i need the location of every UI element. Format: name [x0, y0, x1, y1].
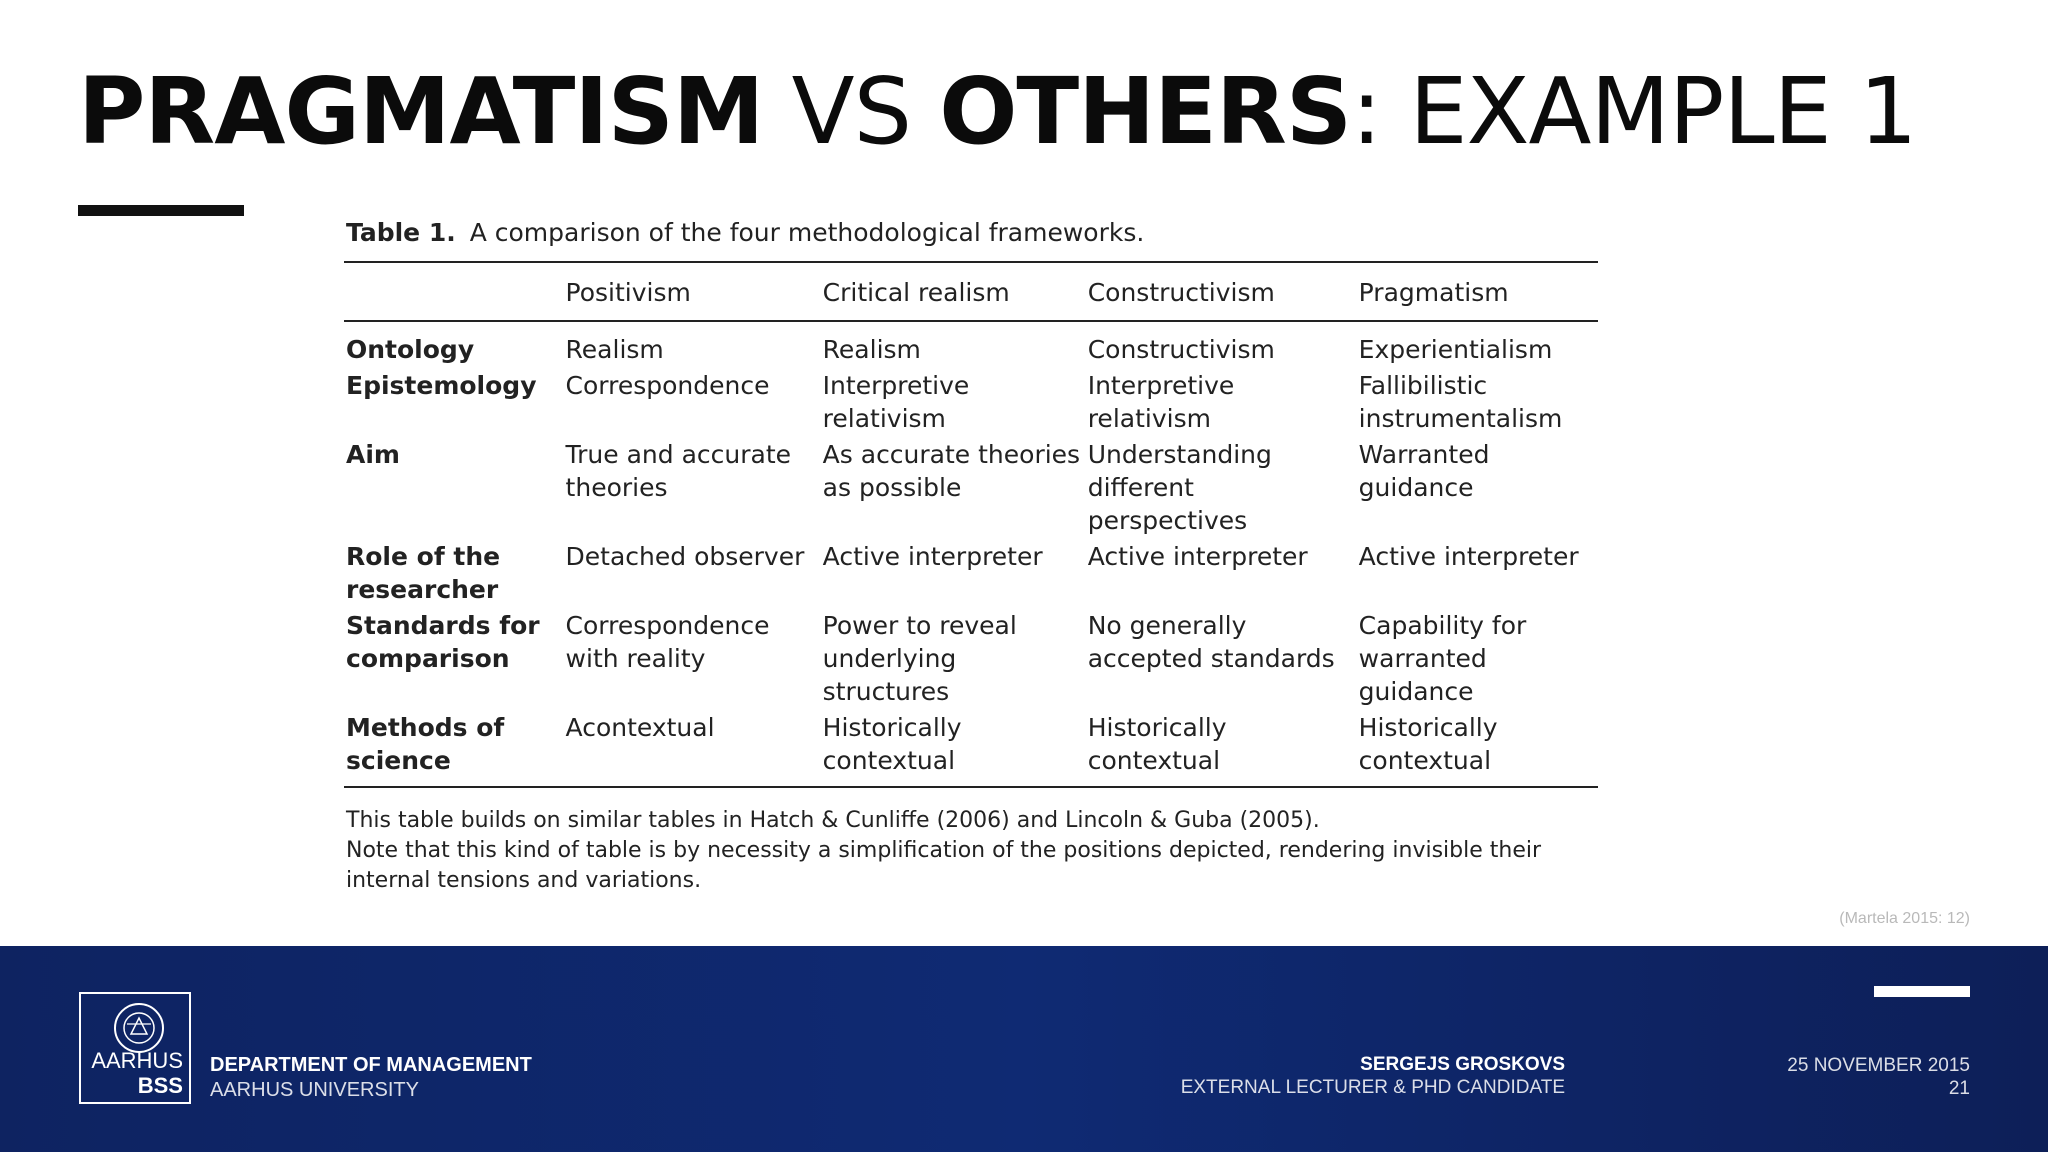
title-part-vs: VS [763, 58, 940, 165]
table-cell: Warranted guidance [1358, 440, 1490, 502]
table-cell: Correspondence with reality [565, 611, 770, 673]
table-cell: Historically contextual [1087, 713, 1227, 775]
page-number: 21 [1948, 1078, 1970, 1099]
table-header-cell: Pragmatism [1358, 278, 1509, 307]
logo-wordmark [91, 1048, 183, 1098]
table-cell: True and accurate theories [565, 440, 792, 502]
title-part-example: : EXAMPLE 1 [1351, 58, 1917, 165]
table-caption-text: A comparison of the four methodological frameworks. [469, 218, 1145, 247]
aarhus-bss-logo [79, 992, 191, 1104]
table-row-label: Standards for comparison [346, 611, 540, 673]
title-part-others: OTHERS [939, 58, 1352, 165]
slide-title [78, 58, 1917, 165]
university-seal-icon [109, 998, 169, 1054]
table-note-line: Note that this kind of table is by necessity a simplification of the positions depicted, rendering invisible their internal tensions and variations. [346, 838, 1542, 893]
table-cell: Fallibilistic instrumentalism [1358, 371, 1563, 433]
table-header-cell: Constructivism [1087, 278, 1275, 307]
table-cell: Constructivism [1087, 335, 1275, 364]
table-cell: Capability for warranted guidance [1358, 611, 1527, 706]
table-cell: Historically contextual [822, 713, 962, 775]
table-cell: Understanding different perspectives [1087, 440, 1272, 535]
table-cell: Active interpreter [1087, 542, 1308, 571]
title-part-pragmatism: PRAGMATISM [78, 58, 764, 165]
table-row-label: Ontology [346, 335, 475, 364]
footer-accent-rule [1874, 986, 1970, 997]
table-row [344, 438, 1598, 537]
title-underline [78, 205, 244, 216]
table-row [344, 711, 1598, 777]
table-body [344, 322, 1598, 786]
presentation-date: 25 NOVEMBER 2015 [1787, 1055, 1970, 1076]
logo-line-aarhus: AARHUS [91, 1048, 183, 1073]
table-cell: As accurate theories as possible [822, 440, 1081, 502]
university-name: AARHUS UNIVERSITY [210, 1079, 419, 1101]
department-block [210, 1053, 532, 1103]
table-cell: Active interpreter [822, 542, 1043, 571]
source-citation: (Martela 2015: 12) [1839, 910, 1970, 927]
table-cell: Realism [822, 335, 921, 364]
table-row [344, 609, 1598, 708]
table-row [344, 540, 1598, 606]
table-cell: Historically contextual [1358, 713, 1498, 775]
table-cell: No generally accepted standards [1087, 611, 1335, 673]
comparison-table-figure [344, 214, 1598, 896]
department-name: DEPARTMENT OF MANAGEMENT [210, 1054, 532, 1076]
table-cell: Active interpreter [1358, 542, 1579, 571]
table-row-label: Methods of science [346, 713, 505, 775]
presenter-name: SERGEJS GROSKOVS [1360, 1054, 1565, 1075]
table-header-cell: Critical realism [822, 278, 1010, 307]
table-cell: Interpretive relativism [1087, 371, 1235, 433]
table-cell: Acontextual [565, 713, 715, 742]
table-caption-label: Table 1. [346, 218, 456, 247]
table-row [344, 369, 1598, 435]
presenter-block [1181, 1053, 1565, 1099]
table-bottom-rule [344, 786, 1598, 788]
table-row [344, 333, 1598, 366]
table-cell: Interpretive relativism [822, 371, 970, 433]
date-page-block [1787, 1054, 1970, 1100]
table-cell: Realism [565, 335, 664, 364]
table-note [344, 806, 1598, 896]
table-cell: Experientialism [1358, 335, 1553, 364]
table-header-cell [344, 263, 564, 320]
footer-band [0, 946, 2048, 1152]
logo-line-bss: BSS [137, 1073, 183, 1098]
table-cell: Correspondence [565, 371, 770, 400]
table-header-row [344, 263, 1598, 320]
table-row-label: Role of the researcher [346, 542, 501, 604]
table-row-label: Aim [346, 440, 400, 469]
table-cell: Detached observer [565, 542, 805, 571]
table-cell: Power to reveal underlying structures [822, 611, 1017, 706]
table-row-label: Epistemology [346, 371, 537, 400]
table-note-line: This table builds on similar tables in Hatch & Cunliffe (2006) and Lincoln & Guba (2005). [346, 808, 1320, 833]
presenter-role: EXTERNAL LECTURER & PHD CANDIDATE [1180, 1077, 1565, 1098]
table-caption [346, 218, 1596, 247]
table-header-cell: Positivism [565, 278, 691, 307]
